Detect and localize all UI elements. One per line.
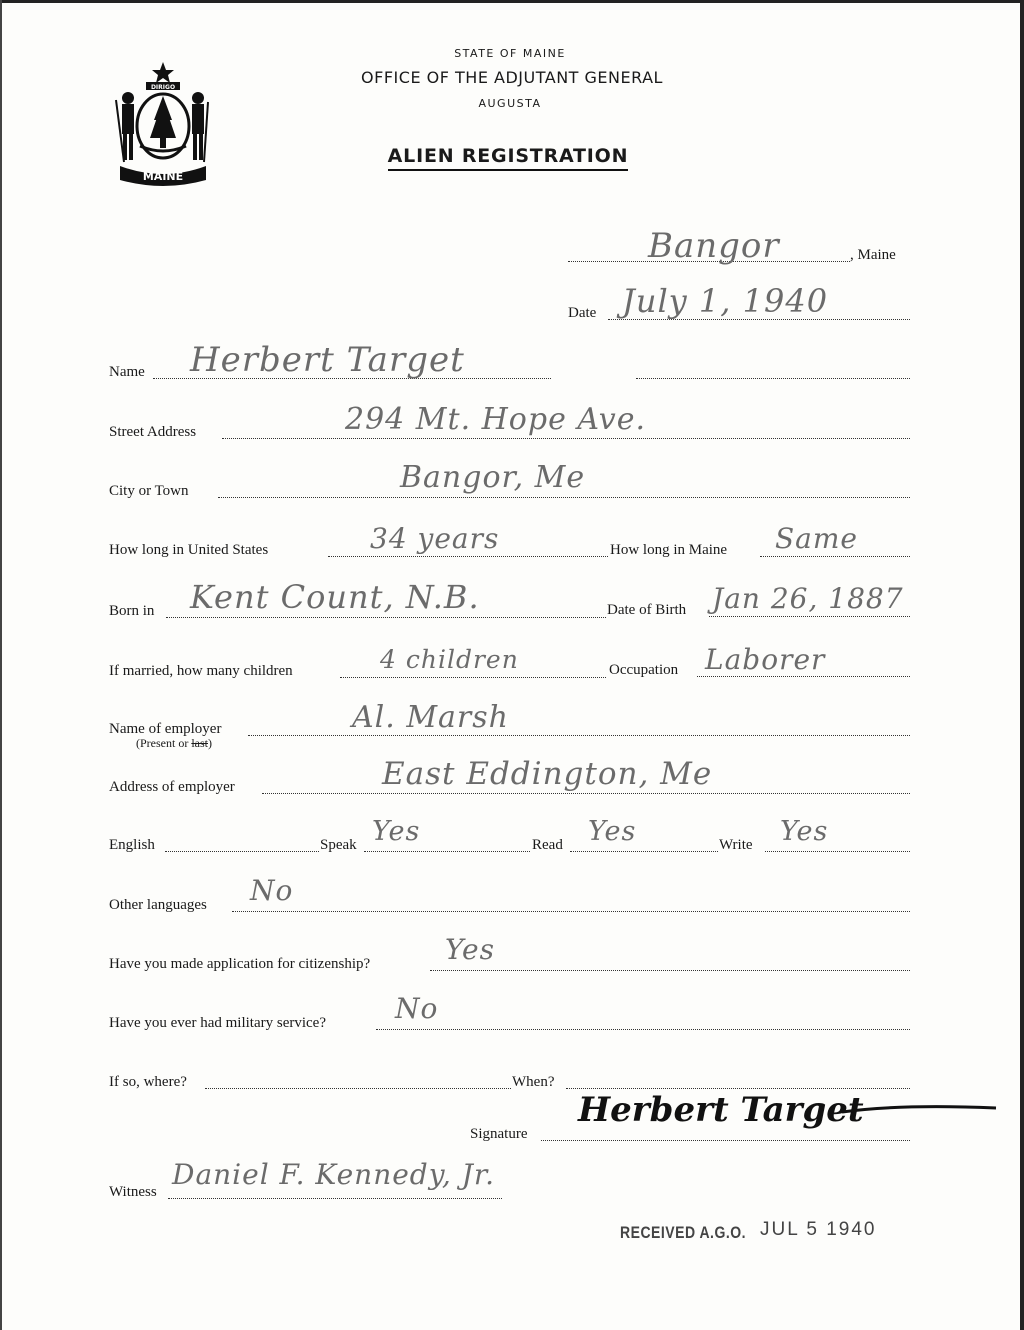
svg-text:DIRIGO: DIRIGO bbox=[150, 84, 176, 91]
english-line bbox=[165, 851, 319, 852]
if-so-where-label: If so, where? bbox=[109, 1074, 187, 1090]
scan-border-top bbox=[0, 0, 1024, 3]
speak-line bbox=[364, 851, 530, 852]
born-in-line bbox=[166, 617, 606, 618]
city-or-town-label: City or Town bbox=[109, 483, 189, 499]
employer-address-value: East Eddington, Me bbox=[382, 756, 713, 792]
children-value: 4 children bbox=[380, 645, 519, 674]
street-address-value: 294 Mt. Hope Ave. bbox=[345, 402, 647, 437]
date-of-birth-line bbox=[709, 616, 910, 617]
svg-text:MAINE: MAINE bbox=[142, 170, 184, 183]
write-value: Yes bbox=[780, 816, 829, 847]
military-label: Have you ever had military service? bbox=[109, 1015, 326, 1031]
received-stamp-label: RECEIVED A.G.O. bbox=[620, 1222, 747, 1242]
street-address-label: Street Address bbox=[109, 424, 197, 440]
employer-address-label: Address of employer bbox=[109, 779, 235, 795]
header-city: AUGUSTA bbox=[478, 97, 542, 110]
scan-border-left bbox=[0, 0, 2, 1330]
if-so-where-line bbox=[205, 1088, 511, 1089]
name-line-2 bbox=[636, 378, 910, 379]
other-languages-label: Other languages bbox=[109, 897, 207, 913]
street-address-line bbox=[222, 438, 910, 439]
speak-label: Speak bbox=[320, 837, 357, 853]
born-in-label: Born in bbox=[109, 603, 155, 619]
witness-line bbox=[168, 1198, 502, 1199]
employer-name-line bbox=[248, 735, 910, 736]
other-languages-value: No bbox=[250, 874, 294, 907]
occupation-value: Laborer bbox=[705, 643, 826, 676]
employer-name-label: Name of employer bbox=[109, 721, 222, 737]
witness-value: Daniel F. Kennedy, Jr. bbox=[172, 1158, 496, 1191]
maine-label: , Maine bbox=[850, 247, 896, 263]
signature-line bbox=[541, 1140, 910, 1141]
city-or-town-line bbox=[218, 497, 910, 498]
city-or-town-value: Bangor, Me bbox=[400, 460, 586, 495]
citizenship-value: Yes bbox=[445, 933, 495, 966]
occupation-line bbox=[697, 676, 910, 677]
employer-address-line bbox=[262, 793, 910, 794]
read-line bbox=[570, 851, 718, 852]
signature-label: Signature bbox=[470, 1126, 528, 1142]
name-value: Herbert Target bbox=[190, 340, 465, 380]
form-title: ALIEN REGISTRATION bbox=[0, 145, 1020, 167]
scan-border-right bbox=[1020, 0, 1024, 1330]
occupation-label: Occupation bbox=[609, 662, 679, 678]
read-label: Read bbox=[532, 837, 563, 853]
signature-flourish bbox=[840, 1096, 1000, 1120]
date-label: Date bbox=[568, 305, 597, 321]
write-line bbox=[765, 851, 910, 852]
how-long-maine-value: Same bbox=[775, 522, 858, 555]
signature-value: Herbert Target bbox=[578, 1090, 864, 1130]
name-label: Name bbox=[109, 364, 145, 380]
when-label: When? bbox=[512, 1074, 555, 1090]
employer-name-value: Al. Marsh bbox=[352, 700, 509, 735]
header-office: OFFICE OF THE ADJUTANT GENERAL bbox=[361, 68, 663, 87]
born-in-value: Kent Count, N.B. bbox=[190, 578, 480, 616]
date-value: July 1, 1940 bbox=[622, 282, 829, 320]
witness-label: Witness bbox=[109, 1184, 157, 1200]
how-long-maine-line bbox=[760, 556, 910, 557]
header-state: STATE OF MAINE bbox=[454, 47, 566, 60]
citizenship-label: Have you made application for citizenship? bbox=[109, 956, 371, 972]
read-value: Yes bbox=[588, 816, 637, 847]
married-children-label: If married, how many children bbox=[109, 663, 293, 679]
how-long-us-label: How long in United States bbox=[109, 542, 269, 558]
date-of-birth-value: Jan 26, 1887 bbox=[712, 582, 904, 615]
speak-value: Yes bbox=[372, 816, 421, 847]
other-languages-line bbox=[232, 911, 910, 912]
how-long-us-line bbox=[328, 556, 608, 557]
military-line bbox=[376, 1029, 910, 1030]
town-value: Bangor bbox=[648, 226, 780, 266]
how-long-maine-label: How long in Maine bbox=[610, 542, 728, 558]
write-label: Write bbox=[719, 837, 753, 853]
employer-note: (Present or last) bbox=[136, 736, 212, 750]
citizenship-line bbox=[430, 970, 910, 971]
married-children-line bbox=[340, 677, 606, 678]
english-label: English bbox=[109, 837, 155, 853]
received-stamp-date: JUL 5 1940 bbox=[760, 1219, 877, 1240]
military-value: No bbox=[395, 992, 439, 1025]
when-line bbox=[566, 1088, 910, 1089]
date-of-birth-label: Date of Birth bbox=[607, 602, 687, 618]
how-long-us-value: 34 years bbox=[370, 522, 500, 555]
